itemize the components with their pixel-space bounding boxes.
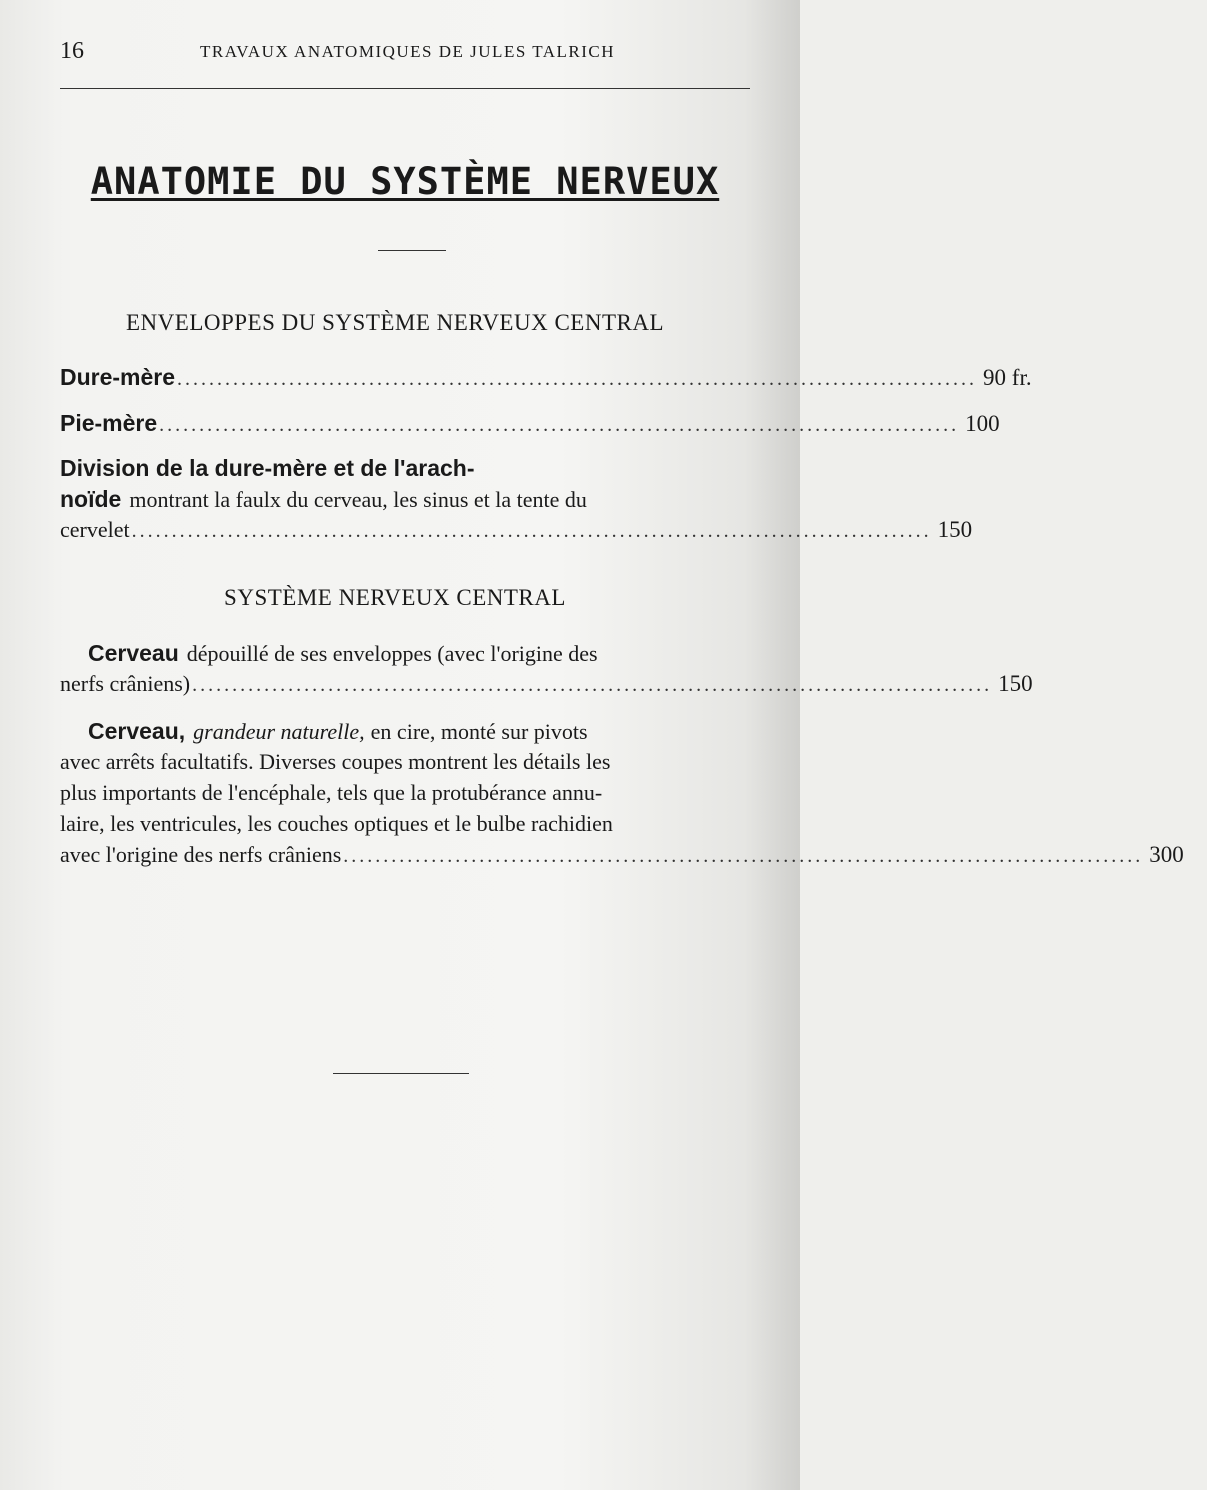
entry-price: 150: [998, 671, 1033, 696]
entry-description: dépouillé de ses enveloppes (avec l'origine des: [186, 641, 598, 666]
entry-description: plus importants de l'encéphale, tels que la protubérance annu-: [60, 780, 603, 805]
catalog-entry-cerveau-cire: [60, 718, 1184, 873]
entry-description: en cire, monté sur pivots: [370, 719, 588, 744]
running-title: TRAVAUX ANATOMIQUES DE JULES TALRICH: [200, 42, 616, 61]
catalog-entry-division-dure-mere: [60, 455, 973, 548]
dot-leader: ....................................................................................................: [159, 414, 960, 436]
dot-leader: ....................................................................................................: [177, 368, 978, 390]
page-title: ANATOMIE DU SYSTÈME NERVEUX: [90, 160, 720, 203]
entry-title: Cerveau,: [88, 718, 186, 744]
entry-price: 90 fr.: [983, 365, 1032, 390]
dot-leader: ....................................................................................................: [131, 520, 932, 542]
end-rule: [333, 1073, 469, 1074]
title-rule: [378, 250, 446, 251]
entry-italic-note: grandeur naturelle,: [193, 719, 365, 744]
entry-description: avec l'origine des nerfs crâniens: [60, 842, 342, 867]
entry-title: Division de la dure-mère et de l'arach-: [60, 455, 475, 481]
entry-price: 150: [937, 517, 973, 542]
entry-title-continued: noïde: [60, 486, 122, 512]
dot-leader: ....................................................................................................: [192, 674, 993, 696]
section-heading-central: SYSTÈME NERVEUX CENTRAL: [224, 585, 566, 610]
page-number: 16: [60, 38, 84, 64]
entry-price: 300: [1149, 842, 1184, 867]
entry-title: Dure-mère: [60, 364, 176, 390]
entry-description: montrant la faulx du cerveau, les sinus et la tente du: [129, 487, 587, 512]
catalog-entry-cerveau-depouille: [60, 640, 1033, 702]
entry-title: Cerveau: [88, 640, 179, 666]
section-heading-envelopes: ENVELOPPES DU SYSTÈME NERVEUX CENTRAL: [126, 310, 664, 335]
entry-price: 100: [965, 411, 1000, 436]
entry-description: avec arrêts facultatifs. Diverses coupes montrent les détails les: [60, 749, 611, 774]
running-head: [60, 38, 720, 68]
catalog-entry-dure-mere: [60, 364, 1032, 395]
entry-title: Pie-mère: [60, 410, 158, 436]
entry-description: nerfs crâniens): [60, 671, 191, 696]
entry-description: laire, les ventricules, les couches optiques et le bulbe rachidien: [60, 811, 613, 836]
catalog-entry-pie-mere: [60, 410, 1000, 441]
dot-leader: ....................................................................................................: [343, 845, 1144, 867]
entry-description: cervelet: [60, 517, 130, 542]
header-rule: [60, 88, 750, 89]
